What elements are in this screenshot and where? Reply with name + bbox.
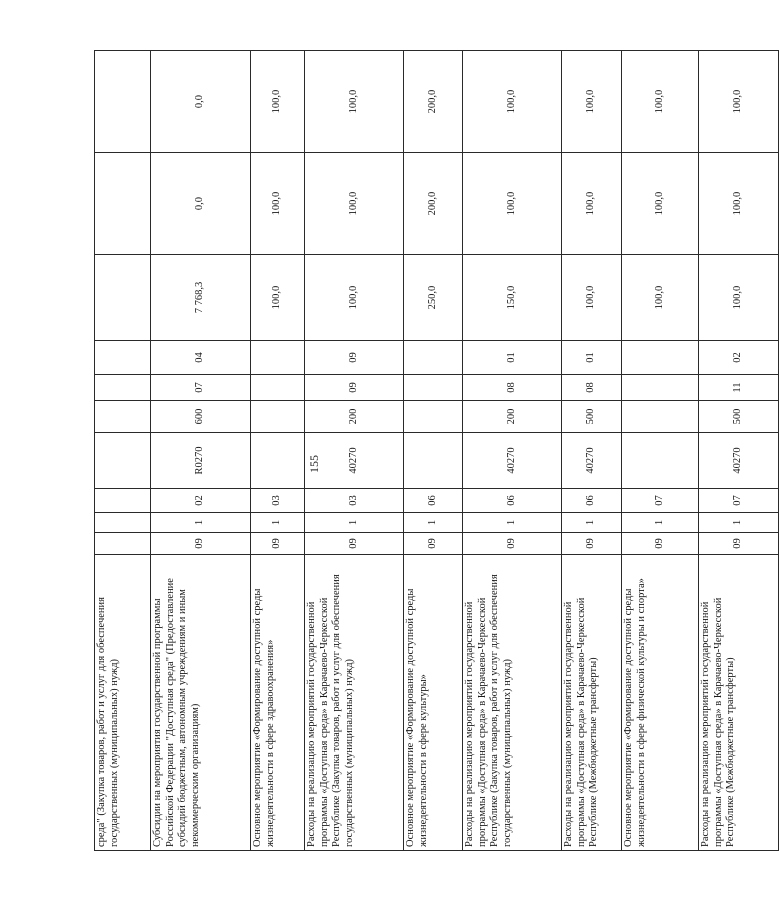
cell-sum3: 100,0 bbox=[305, 51, 404, 153]
cell-csr: R0270 bbox=[151, 433, 251, 489]
table-row bbox=[251, 51, 305, 851]
cell-vr bbox=[404, 401, 463, 433]
cell-rz: 1 bbox=[699, 513, 779, 533]
cell-name: Расходы на реализацию мероприятий государственной программы «Доступная среда» в Карачаево-Черкесской Республике (Межбюджетные трансферты) bbox=[562, 555, 622, 851]
cell-sub1 bbox=[404, 375, 463, 401]
cell-name: Основное мероприятие «Формирование доступной среды жизнедеятельности в сфере культуры» bbox=[404, 555, 463, 851]
table-row bbox=[305, 51, 404, 851]
cell-sum1 bbox=[95, 255, 151, 341]
cell-name: Расходы на реализацию мероприятий государственной программы «Доступная среда» в Карачаево-Черкесской Республике (Закупка товаров, работ и услуг для обеспечения государственных (муниципальных) нужд) bbox=[305, 555, 404, 851]
cell-sum2: 100,0 bbox=[251, 153, 305, 255]
table-body bbox=[95, 51, 779, 851]
cell-vr bbox=[622, 401, 699, 433]
page-number: 155 bbox=[307, 455, 321, 473]
cell-name: среда" (Закупка товаров, работ и услуг для обеспечения государственных (муниципальных) нужд) bbox=[95, 555, 151, 851]
cell-name: Основное мероприятие «Формирование доступной среды жизнедеятельности в сфере физической культуры и спорта» bbox=[622, 555, 699, 851]
cell-sub1: 08 bbox=[562, 375, 622, 401]
cell-vr: 200 bbox=[305, 401, 404, 433]
cell-csr: 40270 bbox=[305, 433, 404, 489]
cell-pr: 03 bbox=[305, 489, 404, 513]
cell-sub2 bbox=[251, 341, 305, 375]
cell-sum3: 100,0 bbox=[699, 51, 779, 153]
cell-sum3 bbox=[95, 51, 151, 153]
cell-csr bbox=[622, 433, 699, 489]
cell-csr: 40270 bbox=[699, 433, 779, 489]
cell-sum3: 100,0 bbox=[251, 51, 305, 153]
cell-sum2: 100,0 bbox=[622, 153, 699, 255]
cell-sub2: 01 bbox=[463, 341, 562, 375]
table-row bbox=[699, 51, 779, 851]
table-row bbox=[622, 51, 699, 851]
cell-vr: 200 bbox=[463, 401, 562, 433]
cell-sum3: 100,0 bbox=[562, 51, 622, 153]
cell-sub1 bbox=[622, 375, 699, 401]
cell-gr: 09 bbox=[404, 533, 463, 555]
cell-sum3: 0,0 bbox=[151, 51, 251, 153]
cell-gr: 09 bbox=[305, 533, 404, 555]
cell-sum3: 100,0 bbox=[463, 51, 562, 153]
cell-sub2: 09 bbox=[305, 341, 404, 375]
cell-sub1: 07 bbox=[151, 375, 251, 401]
cell-sum2: 100,0 bbox=[562, 153, 622, 255]
cell-sub1: 11 bbox=[699, 375, 779, 401]
cell-pr: 07 bbox=[622, 489, 699, 513]
cell-name: Основное мероприятие «Формирование доступной среды жизнедеятельности в сфере здравоохранения» bbox=[251, 555, 305, 851]
cell-rz bbox=[95, 513, 151, 533]
cell-gr bbox=[95, 533, 151, 555]
cell-sum1: 100,0 bbox=[562, 255, 622, 341]
cell-sum2 bbox=[95, 153, 151, 255]
cell-vr: 500 bbox=[562, 401, 622, 433]
table-row bbox=[151, 51, 251, 851]
cell-rz: 1 bbox=[251, 513, 305, 533]
cell-sum1: 100,0 bbox=[305, 255, 404, 341]
cell-sum1: 150,0 bbox=[463, 255, 562, 341]
cell-sub1 bbox=[95, 375, 151, 401]
cell-sum2: 100,0 bbox=[699, 153, 779, 255]
cell-gr: 09 bbox=[699, 533, 779, 555]
cell-sub1: 09 bbox=[305, 375, 404, 401]
cell-gr: 09 bbox=[622, 533, 699, 555]
cell-rz: 1 bbox=[562, 513, 622, 533]
cell-sub2: 01 bbox=[562, 341, 622, 375]
cell-sum2: 100,0 bbox=[305, 153, 404, 255]
cell-pr: 02 bbox=[151, 489, 251, 513]
cell-gr: 09 bbox=[562, 533, 622, 555]
cell-sum3: 100,0 bbox=[622, 51, 699, 153]
cell-gr: 09 bbox=[251, 533, 305, 555]
cell-pr: 06 bbox=[562, 489, 622, 513]
table-row bbox=[404, 51, 463, 851]
cell-vr bbox=[95, 401, 151, 433]
cell-vr bbox=[251, 401, 305, 433]
cell-rz: 1 bbox=[463, 513, 562, 533]
cell-csr: 40270 bbox=[562, 433, 622, 489]
cell-sum2: 0,0 bbox=[151, 153, 251, 255]
cell-sum1: 250,0 bbox=[404, 255, 463, 341]
cell-sub2: 04 bbox=[151, 341, 251, 375]
cell-csr bbox=[251, 433, 305, 489]
cell-csr: 40270 bbox=[463, 433, 562, 489]
cell-sub2 bbox=[95, 341, 151, 375]
cell-rz: 1 bbox=[151, 513, 251, 533]
cell-sum2: 100,0 bbox=[463, 153, 562, 255]
cell-rz: 1 bbox=[305, 513, 404, 533]
cell-pr bbox=[95, 489, 151, 513]
cell-vr: 600 bbox=[151, 401, 251, 433]
rotated-table-wrapper bbox=[94, 51, 744, 851]
cell-gr: 09 bbox=[463, 533, 562, 555]
cell-sub2 bbox=[622, 341, 699, 375]
cell-rz: 1 bbox=[404, 513, 463, 533]
cell-sub1 bbox=[251, 375, 305, 401]
cell-rz: 1 bbox=[622, 513, 699, 533]
table-row bbox=[95, 51, 151, 851]
cell-name: Расходы на реализацию мероприятий государственной программы «Доступная среда» в Карачаево-Черкесской Республике (Межбюджетные трансферты) bbox=[699, 555, 779, 851]
cell-sum1: 100,0 bbox=[251, 255, 305, 341]
cell-pr: 06 bbox=[463, 489, 562, 513]
cell-vr: 500 bbox=[699, 401, 779, 433]
table-row bbox=[463, 51, 562, 851]
cell-name: Расходы на реализацию мероприятий государственной программы «Доступная среда» в Карачаево-Черкесской Республике (Закупка товаров, работ и услуг для обеспечения государственных (муниципальных) нужд) bbox=[463, 555, 562, 851]
cell-pr: 07 bbox=[699, 489, 779, 513]
table-row bbox=[562, 51, 622, 851]
cell-sub1: 08 bbox=[463, 375, 562, 401]
cell-sum3: 200,0 bbox=[404, 51, 463, 153]
cell-gr: 09 bbox=[151, 533, 251, 555]
cell-name: Субсидии на мероприятия государственной программы Российской Федерации "Доступная среда" (Предоставление субсидий бюджетным, автономным учреждениям и иным некоммерческим организациям) bbox=[151, 555, 251, 851]
cell-sum2: 200,0 bbox=[404, 153, 463, 255]
cell-sub2 bbox=[404, 341, 463, 375]
cell-pr: 06 bbox=[404, 489, 463, 513]
cell-csr bbox=[95, 433, 151, 489]
cell-sum1: 7 768,3 bbox=[151, 255, 251, 341]
cell-csr bbox=[404, 433, 463, 489]
budget-table bbox=[94, 50, 779, 851]
cell-pr: 03 bbox=[251, 489, 305, 513]
cell-sub2: 02 bbox=[699, 341, 779, 375]
cell-sum1: 100,0 bbox=[622, 255, 699, 341]
cell-sum1: 100,0 bbox=[699, 255, 779, 341]
